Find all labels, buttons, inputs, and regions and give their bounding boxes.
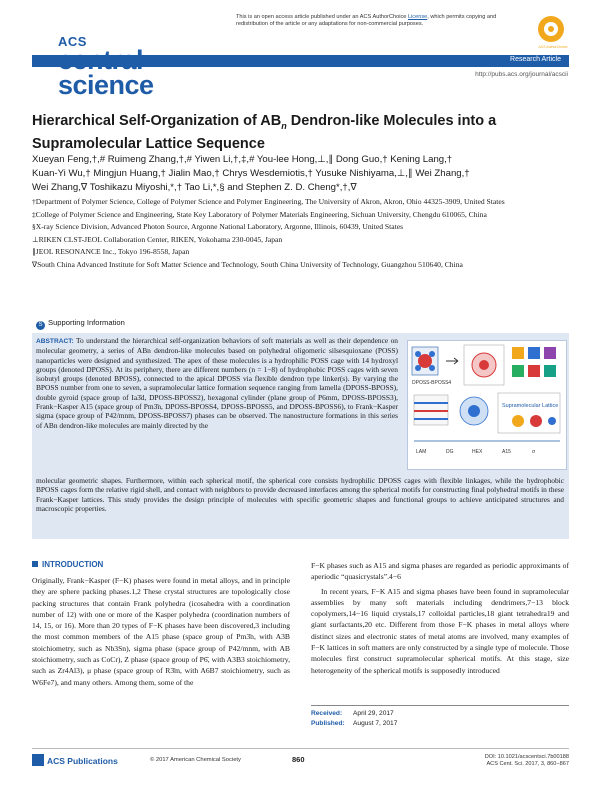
publication-dates <box>311 705 569 729</box>
received-line: Received: April 29, 2017 <box>311 710 394 717</box>
published-line: Published: August 7, 2017 <box>311 720 398 727</box>
toc-phase-label: DG <box>446 449 454 455</box>
affiliation: ⊥RIKEN CLST-JEOL Collaboration Center, RIKEN, Yokohama 230-0045, Japan <box>32 234 283 244</box>
abstract-label: ABSTRACT: <box>36 338 74 345</box>
authors-line-2: Kuan-Yi Wu,† Mingjun Huang,† Jialin Mao,† Chrys Wesdemiotis,† Yusuke Nishiyama,⊥,∥ Wei Zhang,† <box>32 168 470 179</box>
citation: ACS Cent. Sci. 2017, 3, 860−867 <box>486 761 569 767</box>
logo-acs: ACS <box>58 34 87 49</box>
affiliation: ∥JEOL RESONANCE Inc., Tokyo 196-8558, Japan <box>32 247 190 256</box>
supporting-info-icon: S <box>36 321 45 330</box>
paper-title: Hierarchical Self-Organization of $AB_n$ Dendron-like Molecules into a Supramolecular Lattice Sequence <box>32 113 497 152</box>
article-type-bar <box>32 55 569 67</box>
intro-paragraph: Originally, Frank−Kasper (F−K) phases were found in metal alloys, and in principle they are sphere packing phases.1,2 These crystal structures are topologically close packing structures that contain Frank polyhedra (icosahedra with a coordination number of 12) with one or more of the Kasper polyhedra (coordination numbers of 14, 15, or 16). More than 20 types of F−K phases have been discovered,3 including the most common members of the A15 phase (space group of Pm3̄n, with A3B stoichiometry, such as Nb3Sn), sigma phase (space group of P42/mnm, with AB stoichiometry, such as CoCr), Z phase (space group of P6̄, with A3B3 stoichiometry, such as Zr4Al3), μ phase (space group of R3̄m, with A6B7 stoichiometry, such as W6Fe7), and many others. Among them, some of the <box>32 576 290 687</box>
doi-citation <box>485 754 569 768</box>
authors-line-3: Wei Zhang,∇ Toshikazu Miyoshi,*,† Tao Li,*,§ and Stephen Z. D. Cheng*,†,∇ <box>32 182 357 193</box>
supporting-information-link[interactable]: S Supporting Information <box>36 318 125 330</box>
toc-phase-label: A15 <box>502 449 511 455</box>
toc-label-left: DPOSS-BPOSS4 <box>412 380 452 386</box>
affiliation: §X-ray Science Division, Advanced Photon Source, Argonne National Laboratory, Argonne, Illinois, 60439, United States <box>32 222 404 231</box>
journal-url[interactable]: http://pubs.acs.org/journal/acscii <box>475 71 568 78</box>
affiliation: †Department of Polymer Science, College of Polymer Science and Polymer Engineering, The University of Akron, Akron, Ohio 44325-3909, United States <box>32 197 505 206</box>
affiliations <box>32 197 572 272</box>
toc-phase-label: LAM <box>416 449 427 455</box>
intro-paragraph: F−K phases such as A15 and sigma phases are regarded as periodic approximants of aperiodic “quasicrystals”.4−6 <box>311 561 569 582</box>
affiliation: ∇South China Advanced Institute for Soft Matter Science and Technology, South China University of Technology, Guangzhou 510640, China <box>32 259 463 269</box>
intro-column-left <box>32 575 290 688</box>
acs-publications-logo: ACS Publications <box>32 754 118 766</box>
toc-phase-label: HEX <box>472 449 483 455</box>
toc-graphic <box>407 340 567 470</box>
license-link[interactable]: License <box>407 14 428 20</box>
copyright: © 2017 American Chemical Society <box>150 757 241 763</box>
toc-label-right: Supramolecular Lattice <box>502 403 559 409</box>
author-list <box>32 153 572 195</box>
journal-logo <box>58 36 154 98</box>
intro-column-right <box>311 560 569 679</box>
page-number: 860 <box>292 755 305 764</box>
article-type: Research Article <box>510 56 561 63</box>
section-square-icon <box>32 561 38 567</box>
abstract-text-continued: molecular geometric shapes. Furthermore, within each spherical motif, the spherical core consists hydrophilic DPOSS cages with flexible linkages, while the hydrophobic BPOSS cages form the relative rigid shell, and contact with neighbors to provide decreased interfaces among the spherical motifs for constructing final polyhedral motifs in these Frank−Kasper lattices. This study provides the design principle of molecules with specific geometric shapes and functional groups to achieve anticipated structures and macroscopic properties. <box>36 476 564 513</box>
affiliation: ‡College of Polymer Science and Engineering, State Key Laboratory of Polymer Materials Engineering, Sichuan University, Chengdu 610065, China <box>32 209 487 219</box>
abstract-text: ABSTRACT: To understand the hierarchical self-organization behaviors of soft materials as well as their dependence on molecular geometry, a series of ABn dendron-like molecules based on polyhedral oligomeric silsesquioxane (POSS) nanoparticles were designed and synthesized. The apex of these molecules is a hydrophilic POSS cage with 14 hydroxyl groups (denoted DPOSS). At its periphery, there are different numbers (n = 1−8) of hydrophobic POSS cages with seven isobutyl groups (denoted BPOSS), connected to the apical DPOSS via flexible dendron type linker(s). By varying the BPOSS number from one to seven, a supramolecular lattice formation sequence ranging from lamella (DPOSS-BPOSS), double gyroid (space group of Ia3̄d, DPOSS-BPOSS2), hexagonal cylinder (plane group of P6mm, DPOSS-BPOSS3), Frank−Kasper A15 (space group of Pm3̄n, DPOSS-BPOSS4, DPOSS-BPOSS5, and DPOSS-BPOSS6), to Frank−Kasper sigma (space group of P42/mnm, DPOSS-BPOSS7) phases can be observed. The nanostructure formations in this series of ABn dendron-like molecules are mainly directed by the <box>36 336 398 430</box>
toc-phase-label: σ <box>532 449 536 455</box>
badge-text: ACS AuthorChoice <box>538 45 568 49</box>
section-heading-introduction: INTRODUCTION <box>32 560 103 569</box>
doi-link[interactable]: DOI: 10.1021/acscentsci.7b00188 <box>484 754 569 760</box>
open-access-notice: This is an open access article published under an ACS AuthorChoice License, which permits copying and redistribution of the article or any adaptations for non-commercial purposes. <box>236 14 497 27</box>
intro-paragraph: In recent years, F−K A15 and sigma phases have been found in supramolecular assemblies by many soft materials including dendrimers,7−13 block copolymers,14−16 liquid crystals,17 colloidal particles,18 giant tetrahedra19 and giant surfactants,20 etc. Different from those F−K phases in metal alloys where distinct sizes and electronic states of metal atoms are involved, many examples of F−K lattices in soft matters are only constructed by a single type of molecule. Those molecules first construct supramolecular spherical motifs. At this stage, size heterogeneity of the spherical motifs is supposedly introduced <box>311 586 569 675</box>
toc-graphic-svg <box>408 341 566 469</box>
authors-line-1: Xueyan Feng,†,# Ruimeng Zhang,†,# Yiwen Li,†,‡,# You-lee Hong,⊥,∥ Dong Guo,† Kening Lang,† <box>32 154 453 165</box>
authorchoice-badge-icon <box>538 16 568 49</box>
logo-science: science <box>58 70 154 100</box>
acs-publications-icon <box>32 754 44 766</box>
